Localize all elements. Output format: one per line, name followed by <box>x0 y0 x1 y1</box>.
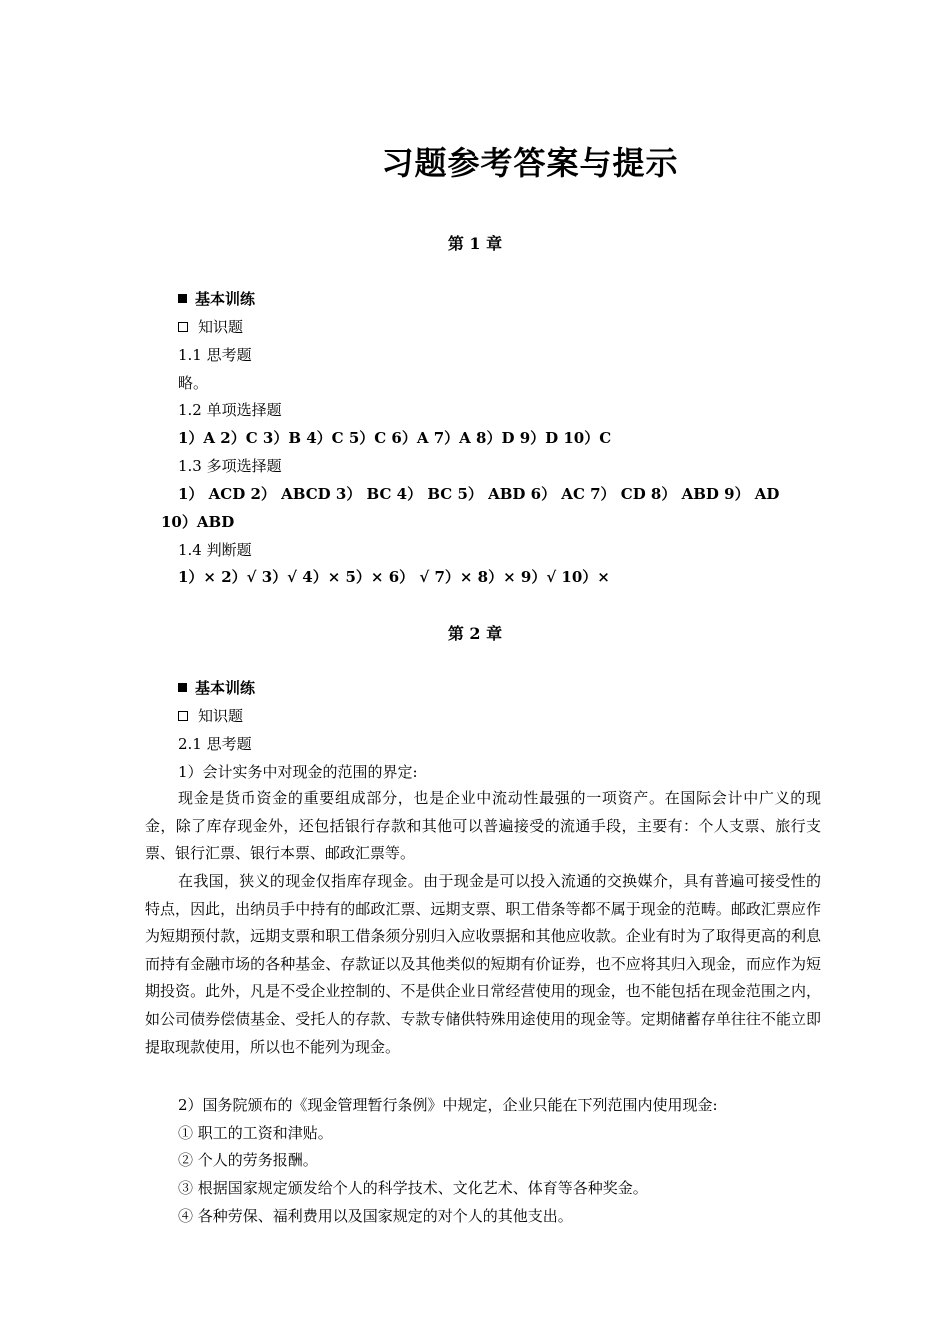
list-item: ③ 根据国家规定颁发给个人的科学技术、文化艺术、体育等各种奖金。 <box>178 1179 648 1197</box>
section-1-3-answer-line2: 10）ABD <box>161 513 235 531</box>
ch2-knowledge <box>178 706 243 726</box>
question-2: 2）国务院颁布的《现金管理暂行条例》中规定，企业只能在下列范围内使用现金: <box>178 1096 718 1114</box>
empty-square-icon <box>178 322 188 332</box>
filled-square-icon <box>178 683 187 692</box>
section-1-4-heading: 1.4 判断题 <box>178 541 252 559</box>
filled-square-icon <box>178 294 187 303</box>
section-2-1-heading: 2.1 思考题 <box>178 735 252 753</box>
section-1-1-answer: 略。 <box>178 374 209 392</box>
question-1: 1）会计实务中对现金的范围的界定: <box>178 763 418 781</box>
document-title: 习题参考答案与提示 <box>381 144 679 182</box>
chapter-1-heading: 第 1 章 <box>447 234 503 253</box>
ch2-basic-training-label: 基本训练 <box>195 679 256 697</box>
section-1-3-answer-line1: 1） ACD 2） ABCD 3） BC 4） BC 5） ABD 6） AC 7） CD 8） ABD 9） AD <box>178 485 780 503</box>
section-1-4-answer: 1）× 2）√ 3）√ 4）× 5）× 6） √ 7）× 8）× 9）√ 10）× <box>178 568 610 586</box>
list-item: ④ 各种劳保、福利费用以及国家规定的对个人的其他支出。 <box>178 1207 573 1225</box>
ch2-knowledge-label: 知识题 <box>198 707 244 725</box>
list-item: ② 个人的劳务报酬。 <box>178 1151 318 1169</box>
paragraph-1: 现金是货币资金的重要组成部分，也是企业中流动性最强的一项资产。在国际会计中广义的现金，除了库存现金外，还包括银行存款和其他可以普遍接受的流通手段，主要有：个人支票、旅行支票、银行汇票、银行本票、邮政汇票等。 <box>145 789 821 863</box>
section-1-3-heading: 1.3 多项选择题 <box>178 457 282 475</box>
section-1-2-heading: 1.2 单项选择题 <box>178 401 282 419</box>
ch1-basic-training <box>178 289 255 309</box>
section-1-2-answer: 1）A 2）C 3）B 4）C 5）C 6）A 7）A 8）D 9）D 10）C <box>178 429 612 447</box>
paragraph-2: 在我国，狭义的现金仅指库存现金。由于现金是可以投入流通的交换媒介，具有普遍可接受性的特点，因此，出纳员手中持有的邮政汇票、远期支票、职工借条等都不属于现金的范畴。邮政汇票应作为短期预付款，远期支票和职工借条须分别归入应收票据和其他应收款。企业有时为了取得更高的利息而持有金融市场的各种基金、存款证以及其他类似的短期有价证券，也不应将其归入现金，而应作为短期投资。此外，凡是不受企业控制的、不是供企业日常经营使用的现金，也不能包括在现金范围之内，如公司债券偿债基金、受托人的存款、专款专储供特殊用途使用的现金等。定期储蓄存单往往不能立即提取现款使用，所以也不能列为现金。 <box>145 872 821 1056</box>
ch1-knowledge-label: 知识题 <box>198 318 244 336</box>
chapter-2-heading: 第 2 章 <box>447 624 503 643</box>
section-1-1-heading: 1.1 思考题 <box>178 346 252 364</box>
list-item: ① 职工的工资和津贴。 <box>178 1124 333 1142</box>
ch1-knowledge <box>178 317 243 337</box>
ch1-basic-training-label: 基本训练 <box>195 290 256 308</box>
empty-square-icon <box>178 711 188 721</box>
ch2-basic-training <box>178 678 255 698</box>
